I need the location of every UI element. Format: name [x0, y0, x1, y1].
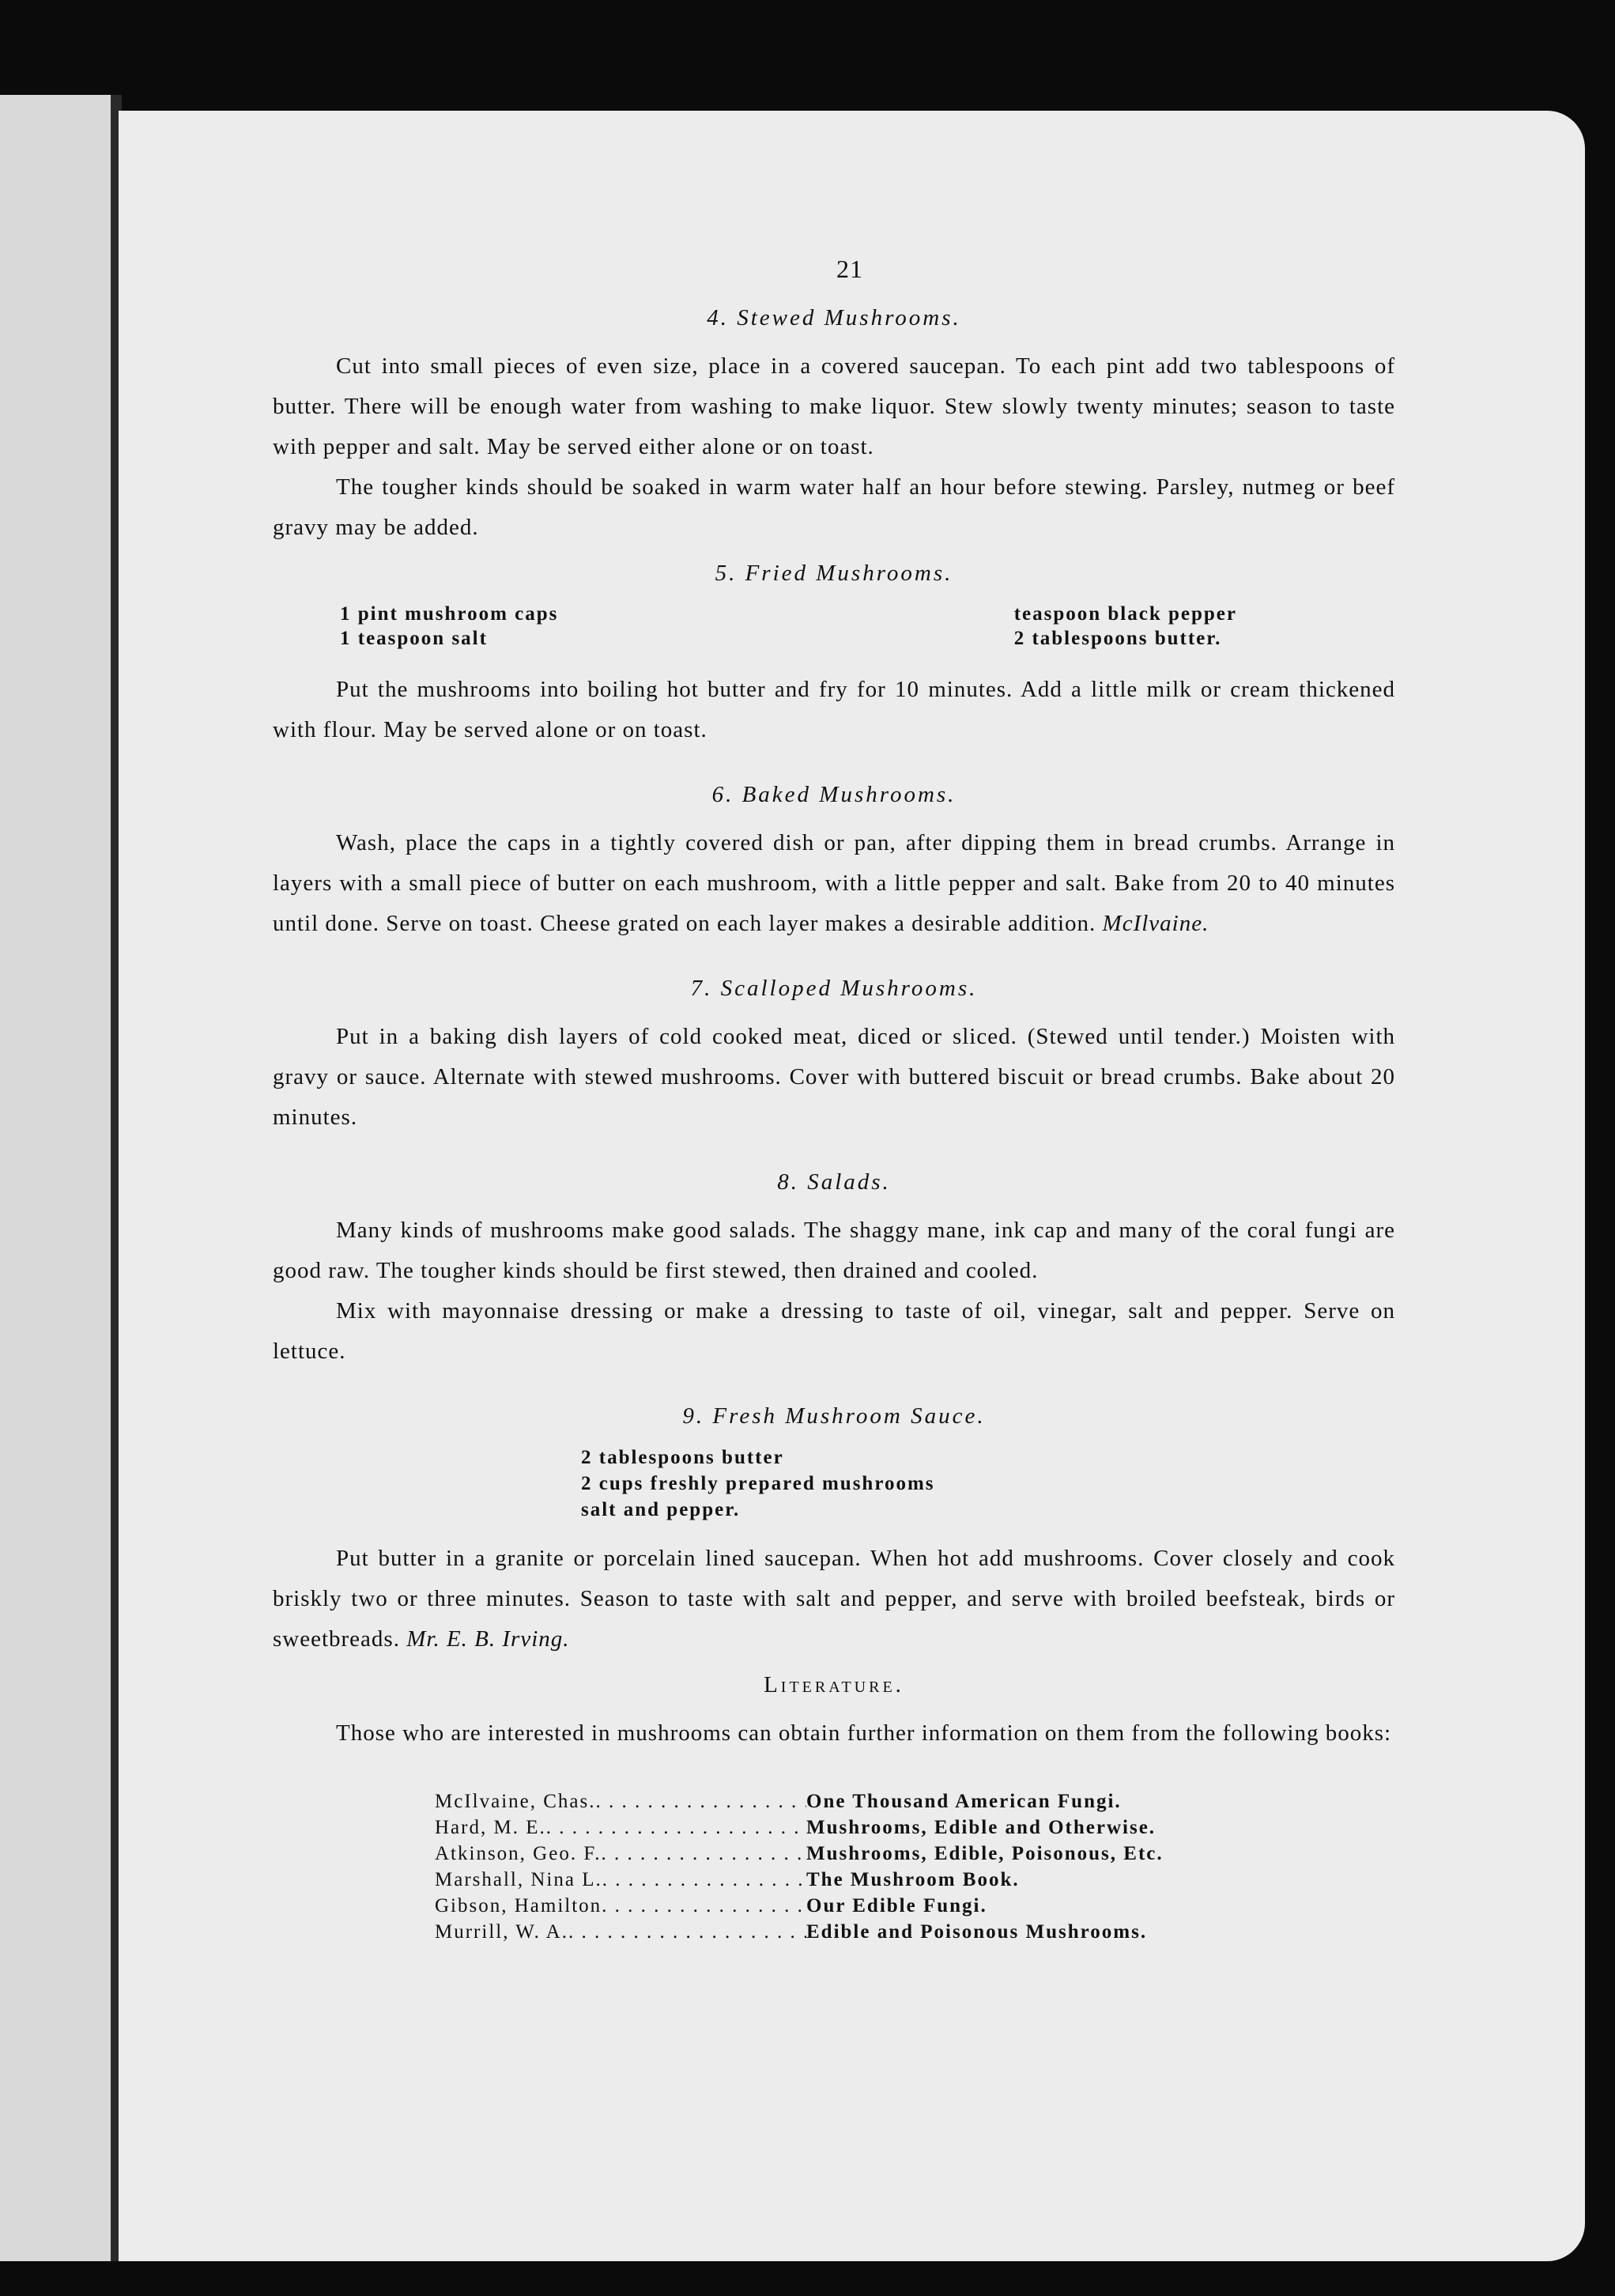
- leader-dots: [601, 1841, 806, 1867]
- book-title: Edible and Poisonous Mushrooms.: [806, 1921, 1148, 1943]
- adjacent-page-edge: [0, 95, 111, 2261]
- heading-sauce: 9. Fresh Mushroom Sauce.: [682, 1403, 986, 1429]
- paragraph-text: Wash, place the caps in a tightly covered dish or pan, after dipping them in bread crumbs. Arrange in layers with a small piece of butter on each mushroom, with a little pepper and salt. Bake from 20 to 40 minutes until done. Serve on toast. Cheese grated on each layer makes a desirable addition.: [273, 830, 1395, 936]
- ingredient-list: [581, 1444, 1395, 1523]
- ingredient-item: 2 cups freshly prepared mushrooms: [581, 1473, 935, 1494]
- book-list: [435, 1788, 1395, 1945]
- book-row: [435, 1841, 1395, 1867]
- leader-dots: [602, 1893, 806, 1919]
- book-row: [435, 1815, 1395, 1841]
- heading-fried: 5. Fried Mushrooms.: [715, 561, 953, 586]
- paragraph: Put in a baking dish layers of cold cooked meat, diced or sliced. (Stewed until tender.) Moisten with gravy or sauce. Alternate with stewed mushrooms. Cover with buttered biscuit or bread crumbs. Bake about 20 minutes.: [273, 1024, 1395, 1130]
- book-title: Mushrooms, Edible, Poisonous, Etc.: [806, 1843, 1164, 1864]
- paragraph-text: Put butter in a granite or porcelain lined saucepan. When hot add mushrooms. Cover closely and cook briskly two or three minutes. Season to taste with salt and pepper, and serve with broiled beefsteak, birds or sweetbreads.: [273, 1546, 1395, 1652]
- book-title: Our Edible Fungi.: [806, 1895, 987, 1916]
- book-author: Gibson, Hamilton: [435, 1895, 602, 1916]
- book-title: Mushrooms, Edible and Otherwise.: [806, 1817, 1157, 1838]
- ingredient-item: salt and pepper.: [581, 1499, 741, 1520]
- ingredient-item: 2 tablespoons butter: [581, 1447, 784, 1468]
- book-author: Murrill, W. A.: [435, 1921, 568, 1943]
- page-content: [273, 245, 1395, 1945]
- ingredient-item: 1 pint mushroom caps: [340, 603, 559, 625]
- book-row: [435, 1867, 1395, 1893]
- ingredient-item: 2 tablespoons butter.: [1013, 628, 1222, 649]
- heading-stewed: 4. Stewed Mushrooms.: [707, 305, 961, 330]
- heading-literature: Literature.: [764, 1672, 904, 1697]
- paragraph: Those who are interested in mushrooms can obtain further information on them from the following books:: [336, 1720, 1392, 1746]
- book-author: Atkinson, Geo. F.: [435, 1843, 602, 1864]
- leader-dots: [595, 1788, 806, 1815]
- leader-dots: [568, 1919, 806, 1945]
- attribution: McIlvaine.: [1102, 911, 1209, 936]
- heading-baked: 6. Baked Mushrooms.: [711, 782, 957, 807]
- attribution: Mr. E. B. Irving.: [406, 1626, 570, 1652]
- ingredient-list: [340, 602, 1395, 651]
- heading-scalloped: 7. Scalloped Mushrooms.: [690, 976, 978, 1001]
- paragraph: Mix with mayonnaise dressing or make a dressing to taste of oil, vinegar, salt and pepper. Serve on lettuce.: [273, 1298, 1395, 1364]
- ingredient-item: teaspoon black pepper: [1013, 603, 1237, 625]
- book-page: [119, 111, 1585, 2261]
- ingredient-column-left: [340, 602, 558, 651]
- book-row: [435, 1919, 1395, 1945]
- book-author: Marshall, Nina L.: [435, 1869, 602, 1890]
- book-title: One Thousand American Fungi.: [806, 1791, 1122, 1812]
- ingredient-column-right: [1014, 602, 1237, 651]
- book-row: [435, 1893, 1395, 1919]
- book-author: McIlvaine, Chas.: [435, 1791, 596, 1812]
- paragraph: Put the mushrooms into boiling hot butter and fry for 10 minutes. Add a little milk or cream thickened with flour. May be served alone or on toast.: [273, 677, 1395, 742]
- book-row: [435, 1788, 1395, 1815]
- heading-salads: 8. Salads.: [777, 1169, 891, 1195]
- page-number: 21: [836, 255, 863, 283]
- paragraph: [273, 1539, 1395, 1660]
- paragraph: Many kinds of mushrooms make good salads. The shaggy mane, ink cap and many of the coral fungi are good raw. The tougher kinds should be first stewed, then drained and cooled.: [273, 1218, 1395, 1283]
- leader-dots: [602, 1867, 806, 1893]
- book-title: The Mushroom Book.: [806, 1869, 1020, 1890]
- ingredient-item: 1 teaspoon salt: [340, 628, 488, 649]
- paragraph: The tougher kinds should be soaked in warm water half an hour before stewing. Parsley, nutmeg or beef gravy may be added.: [273, 474, 1395, 540]
- book-author: Hard, M. E.: [435, 1817, 546, 1838]
- leader-dots: [546, 1815, 806, 1841]
- paragraph: Cut into small pieces of even size, place in a covered saucepan. To each pint add two tablespoons of butter. There will be enough water from washing to make liquor. Stew slowly twenty minutes; season to taste with pepper and salt. May be served either alone or on toast.: [273, 353, 1395, 459]
- paragraph: [273, 823, 1395, 944]
